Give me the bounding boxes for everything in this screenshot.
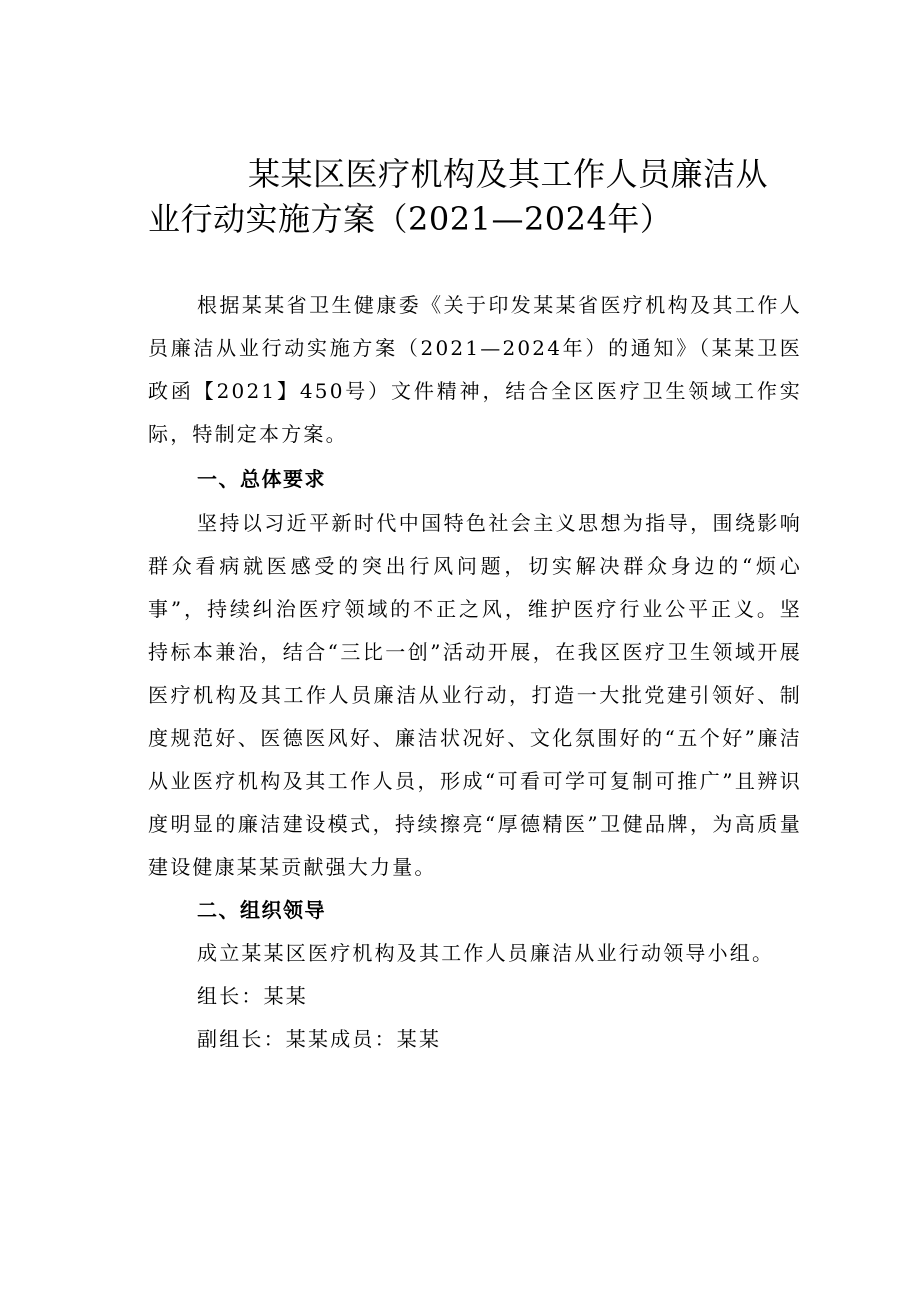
deputy-leader-line: 副组长：某某成员：某某 — [197, 1027, 442, 1051]
organization-paragraph: 成立某某区医疗机构及其工作人员廉洁从业行动领导小组。 — [197, 941, 775, 965]
intro-paragraph: 根据某某省卫生健康委《关于印发某某省医疗机构及其工作人员廉洁从业行动实施方案（2021—2024年）的通知》（某某卫医政函【2021】450号）文件精神，结合全区医疗卫生领域工作实际，特制定本方案。 — [148, 293, 802, 446]
document-title: 某某区医疗机构及其工作人员廉洁从业行动实施方案（2021—2024年） — [148, 155, 769, 238]
section-heading-organization-leadership: 二、组织领导 — [197, 898, 326, 922]
group-leader-line: 组长：某某 — [197, 984, 308, 1008]
general-requirements-paragraph: 坚持以习近平新时代中国特色社会主义思想为指导，围绕影响群众看病就医感受的突出行风问题，切实解决群众身边的“烦心事”，持续纠治医疗领域的不正之风，维护医疗行业公平正义。坚持标本兼治，结合“三比一创”活动开展，在我区医疗卫生领域开展医疗机构及其工作人员廉洁从业行动，打造一大批党建引领好、制度规范好、医德医风好、廉洁状况好、文化氛围好的“五个好”廉洁从业医疗机构及其工作人员，形成“可看可学可复制可推广”且辨识度明显的廉洁建设模式，持续擦亮“厚德精医”卫健品牌，为高质量建设健康某某贡献强大力量。 — [148, 511, 802, 879]
section-heading-general-requirements: 一、总体要求 — [197, 467, 326, 491]
